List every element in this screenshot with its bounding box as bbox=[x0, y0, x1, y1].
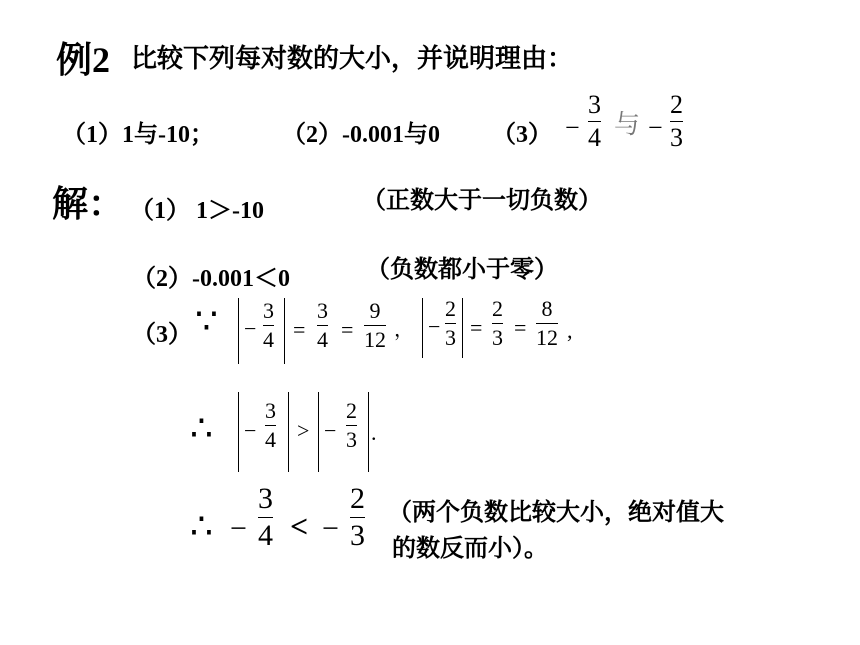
minus-sign: − bbox=[322, 512, 339, 545]
abs-bar-right bbox=[368, 392, 369, 472]
fraction-3-4 bbox=[265, 400, 276, 451]
fraction-denominator: 12 bbox=[364, 327, 386, 352]
final-note-line-2: 的数反而小）。 bbox=[392, 536, 548, 562]
equals-sign: = bbox=[341, 317, 354, 342]
fraction-numerator: 2 bbox=[492, 296, 503, 321]
period: . bbox=[371, 420, 377, 445]
abs-bar-right bbox=[288, 392, 289, 472]
minus-sign: − bbox=[244, 418, 257, 443]
fraction-numerator: 3 bbox=[588, 90, 601, 119]
abs-bar-right bbox=[284, 298, 285, 364]
fraction-9-12 bbox=[364, 300, 386, 351]
fraction-bar bbox=[536, 323, 558, 324]
equals-sign: = bbox=[293, 317, 306, 342]
solution-2: （2）-0.001＜0 bbox=[132, 266, 290, 292]
equals-sign: = bbox=[514, 315, 527, 340]
fraction-bar bbox=[350, 517, 365, 518]
fraction-3-4 bbox=[317, 300, 328, 351]
minus-sign: − bbox=[428, 314, 441, 339]
fraction-numerator: 2 bbox=[350, 482, 365, 515]
fraction-numerator: 2 bbox=[445, 296, 456, 321]
less-than-sign: < bbox=[290, 508, 309, 544]
fraction-denominator: 12 bbox=[536, 325, 558, 350]
q3-fraction-2 bbox=[670, 92, 683, 151]
fraction-denominator: 4 bbox=[588, 123, 601, 152]
fraction-bar bbox=[346, 425, 357, 426]
fraction-denominator: 4 bbox=[258, 519, 273, 552]
fraction-numerator: 3 bbox=[263, 298, 274, 323]
solution-1: （1） 1＞-10 bbox=[130, 198, 264, 224]
example-label: 例2 bbox=[56, 40, 111, 80]
abs-bar-left bbox=[422, 298, 423, 358]
minus-sign: − bbox=[324, 418, 337, 443]
fraction-bar bbox=[445, 323, 456, 324]
fraction-denominator: 3 bbox=[350, 519, 365, 552]
comma: , bbox=[567, 318, 573, 343]
fraction-3-4 bbox=[258, 484, 273, 551]
solution-1-note: （正数大于一切负数） bbox=[362, 188, 602, 214]
fraction-numerator: 9 bbox=[369, 298, 381, 323]
fraction-bar bbox=[317, 325, 328, 326]
fraction-denominator: 3 bbox=[670, 123, 683, 152]
abs-bar-left bbox=[238, 298, 239, 364]
fraction-bar bbox=[588, 121, 601, 122]
fraction-denominator: 4 bbox=[263, 327, 274, 352]
fraction-bar bbox=[492, 323, 503, 324]
example-prompt: 比较下列每对数的大小，并说明理由： bbox=[131, 44, 574, 73]
fraction-bar bbox=[258, 517, 273, 518]
fraction-numerator: 3 bbox=[317, 298, 328, 323]
minus-sign: − bbox=[230, 512, 247, 545]
question-2: （2）-0.001与0 bbox=[282, 122, 440, 148]
final-note-line-1: （两个负数比较大小，绝对值大 bbox=[388, 500, 724, 526]
therefore-symbol: ∴ bbox=[190, 506, 213, 546]
fraction-denominator: 3 bbox=[346, 427, 357, 452]
q3-and: 与 bbox=[614, 110, 641, 139]
solution-label: 解： bbox=[52, 184, 125, 224]
fraction-numerator: 3 bbox=[265, 398, 276, 423]
fraction-numerator: 8 bbox=[541, 296, 553, 321]
comma: ， bbox=[394, 319, 414, 341]
fraction-numerator: 2 bbox=[346, 398, 357, 423]
q3-fraction-1 bbox=[588, 92, 601, 151]
therefore-symbol: ∴ bbox=[190, 408, 213, 448]
q3-minus-2: − bbox=[648, 113, 663, 142]
fraction-2-3 bbox=[346, 400, 357, 451]
greater-than-sign: > bbox=[297, 418, 310, 443]
fraction-denominator: 3 bbox=[492, 325, 503, 350]
fraction-8-12 bbox=[536, 298, 558, 349]
fraction-denominator: 4 bbox=[265, 427, 276, 452]
q3-minus-1: − bbox=[565, 113, 580, 142]
question-3-label: （3） bbox=[492, 122, 552, 148]
equals-sign: = bbox=[470, 315, 483, 340]
fraction-2-3 bbox=[492, 298, 503, 349]
abs-bar-right bbox=[462, 298, 463, 358]
fraction-3-4 bbox=[263, 300, 274, 351]
minus-sign: − bbox=[244, 316, 257, 341]
fraction-bar bbox=[265, 425, 276, 426]
fraction-denominator: 4 bbox=[317, 327, 328, 352]
abs-bar-left bbox=[238, 392, 239, 472]
fraction-denominator: 3 bbox=[445, 325, 456, 350]
because-symbol: ∵ bbox=[195, 301, 218, 341]
fraction-2-3 bbox=[350, 484, 365, 551]
fraction-bar bbox=[364, 325, 386, 326]
question-1: （1）1与-10； bbox=[62, 122, 214, 148]
fraction-numerator: 2 bbox=[670, 90, 683, 119]
fraction-2-3 bbox=[445, 298, 456, 349]
solution-3-label: （3） bbox=[132, 322, 192, 348]
abs-bar-left bbox=[318, 392, 319, 472]
fraction-bar bbox=[263, 325, 274, 326]
fraction-bar bbox=[670, 121, 683, 122]
solution-2-note: （负数都小于零） bbox=[366, 257, 558, 283]
fraction-numerator: 3 bbox=[258, 482, 273, 515]
